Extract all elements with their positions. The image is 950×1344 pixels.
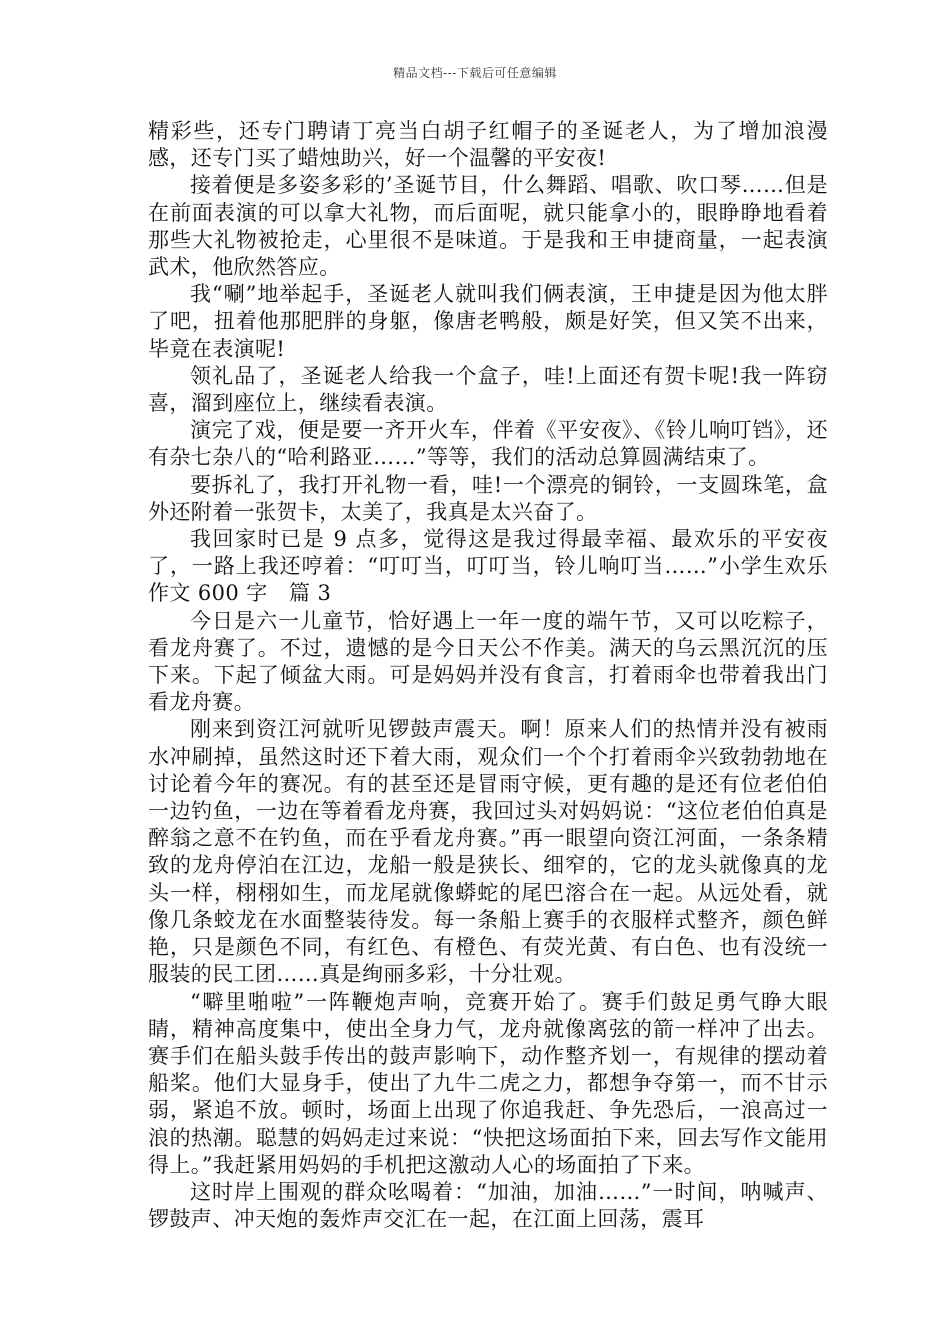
page-header: 精品文档---下载后可任意编辑 xyxy=(393,66,557,80)
paragraph: 刚来到资江河就听见锣鼓声震天。啊！原来人们的热情并没有被雨水冲刷掉，虽然这时还下着大雨，观众们一个个打着雨伞兴致勃勃地在讨论着今年的赛况。有的甚至还是冒雨守候，更有趣的是还有位老伯伯一边钓鱼，一边在等着看龙舟赛，我回过头对妈妈说：“这位老伯伯真是醉翁之意不在钓鱼，而在乎看龙舟赛。”再一眼望向资江河面，一条条精致的龙舟停泊在江边，龙船一般是狭长、细窄的，它的龙头就像真的龙头一样，栩栩如生，而龙尾就像蟒蛇的尾巴溶合在一起。从远处看，就像几条蛟龙在水面整装待发。每一条船上赛手的衣服样式整齐，颜色鲜艳，只是颜色不同，有红色、有橙色、有荧光黄、有白色、也有没统一服装的民工团……真是绚丽多彩，十分壮观。 xyxy=(148,717,828,987)
paragraph: 要拆礼了，我打开礼物一看，哇!一个漂亮的铜铃，一支圆珠笔，盒外还附着一张贺卡，太美了，我真是太兴奋了。 xyxy=(148,472,828,524)
paragraph: 精彩些，还专门聘请丁亮当白胡子红帽子的圣诞老人，为了增加浪漫感，还专门买了蜡烛助兴，好一个温馨的平安夜! xyxy=(148,119,828,171)
paragraph: 我回家时已是 9 点多，觉得这是我过得最幸福、最欢乐的平安夜了，一路上我还哼着：“叮叮当，叮叮当，铃儿响叮当……”小学生欢乐作文 600 字 篇 3 xyxy=(148,527,828,606)
paragraph: 今日是六一儿童节，恰好遇上一年一度的端午节，又可以吃粽子，看龙舟赛了。不过，遗憾的是今日天公不作美。满天的乌云黑沉沉的压下来。下起了倾盆大雨。可是妈妈并没有食言，打着雨伞也带着我出门看龙舟赛。 xyxy=(148,608,828,715)
paragraph: 我“唰”地举起手，圣诞老人就叫我们俩表演，王申捷是因为他太胖了吧，扭着他那肥胖的身躯，像唐老鸭般，颇是好笑，但又笑不出来，毕竟在表演呢! xyxy=(148,282,828,361)
paragraph: 这时岸上围观的群众吆喝着：“加油，加油……”一时间，呐喊声、锣鼓声、冲天炮的轰炸声交汇在一起，在江面上回荡，震耳 xyxy=(148,1179,828,1232)
paragraph: 领礼品了，圣诞老人给我一个盒子，哇!上面还有贺卡呢!我一阵窃喜，溜到座位上，继续看表演。 xyxy=(148,363,828,416)
paragraph: 接着便是多姿多彩的’圣诞节目，什么舞蹈、唱歌、吹口琴……但是在前面表演的可以拿大礼物，而后面呢，就只能拿小的，眼睁睁地看着那些大礼物被抢走，心里很不是味道。于是我和王申捷商量，一起表演武术，他欣然答应。 xyxy=(148,173,828,280)
article-body xyxy=(148,118,828,1233)
paragraph: “噼里啪啦”一阵鞭炮声响，竞赛开始了。赛手们鼓足勇气睁大眼睛，精神高度集中，使出全身力气，龙舟就像离弦的箭一样冲了出去。赛手们在船头鼓手传出的鼓声影响下，动作整齐划一，有规律的摆动着船桨。他们大显身手，使出了九牛二虎之力，都想争夺第一，而不甘示弱，紧追不放。顿时，场面上出现了你追我赶、争先恐后，一浪高过一浪的热潮。聪慧的妈妈走过来说：“快把这场面拍下来，回去写作文能用得上。”我赶紧用妈妈的手机把这激动人心的场面拍了下来。 xyxy=(148,989,828,1177)
paragraph: 演完了戏，便是要一齐开火车，伴着《平安夜》、《铃儿响叮铛》，还有杂七杂八的“哈利路亚……”等等，我们的活动总算圆满结束了。 xyxy=(148,418,828,470)
